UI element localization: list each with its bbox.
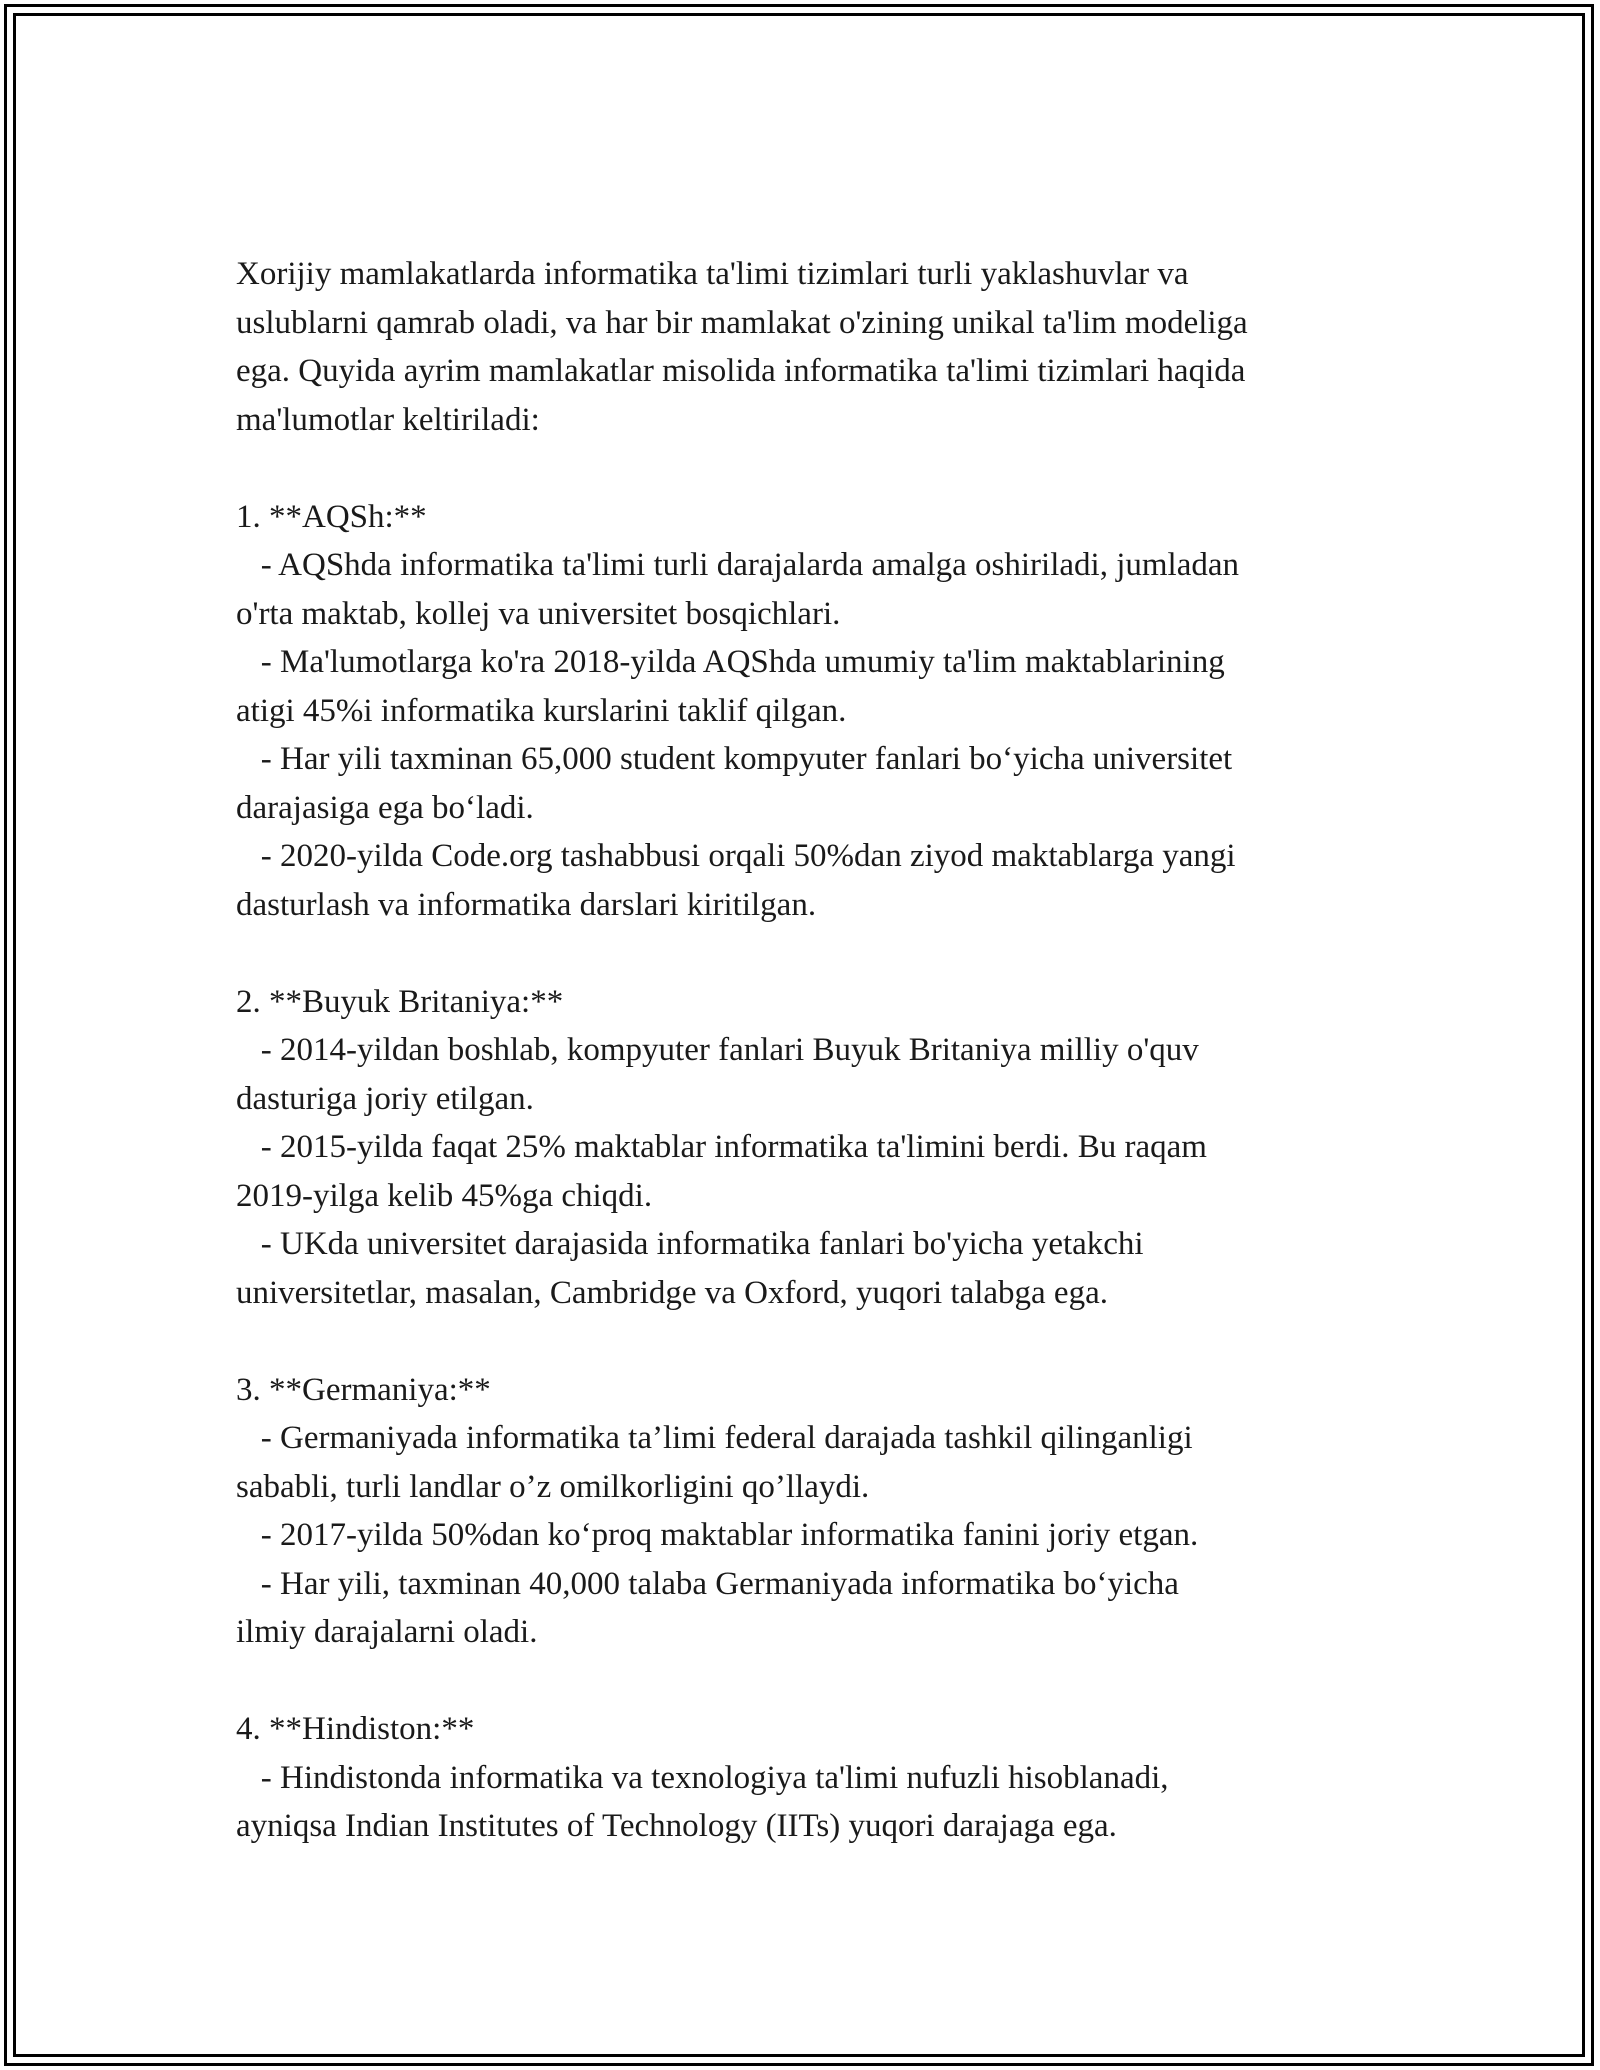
section-line: ilmiy darajalarni oladi. <box>236 1614 538 1650</box>
section-heading: 1. **AQSh:** <box>236 498 427 535</box>
spacer <box>236 1657 1386 1706</box>
section-line: - AQShda informatika ta'limi turli darajalarda amalga oshiriladi, jumladan <box>236 547 1239 583</box>
spacer <box>236 1317 1386 1366</box>
section-line: - Har yili taxminan 65,000 student kompyuter fanlari bo‘yicha universitet <box>236 741 1233 777</box>
section-line: ayniqsa Indian Institutes of Technology (IITs) yuqori darajaga ega. <box>236 1808 1117 1844</box>
section-heading: 3. **Germaniya:** <box>236 1371 491 1408</box>
intro-line: uslublarni qamrab oladi, va har bir mamlakat o'zining unikal ta'lim modeliga <box>236 304 1248 341</box>
section-line: dasturiga joriy etilgan. <box>236 1080 534 1117</box>
intro-line: ega. Quyida ayrim mamlakatlar misolida informatika ta'limi tizimlari haqida <box>236 353 1246 389</box>
section-line: - 2015-yilda faqat 25% maktablar informatika ta'limini berdi. Bu raqam <box>236 1129 1207 1165</box>
section-line: o'rta maktab, kollej va universitet bosqichlari. <box>236 595 841 632</box>
section-line: sababli, turli landlar o’z omilkorligini qo’llaydi. <box>236 1468 870 1505</box>
section-heading: 4. **Hindiston:** <box>236 1711 475 1747</box>
section-line: - Hindistonda informatika va texnologiya ta'limi nufuzli hisoblanadi, <box>236 1759 1169 1796</box>
section-line: - 2014-yildan boshlab, kompyuter fanlari Buyuk Britaniya milliy o'quv <box>236 1032 1199 1068</box>
intro-line: ma'lumotlar keltiriladi: <box>236 401 540 438</box>
section-germany <box>236 1366 1386 1657</box>
section-usa <box>236 493 1386 930</box>
section-heading: 2. **Buyuk Britaniya:** <box>236 983 564 1020</box>
section-line: - 2020-yilda Code.org tashabbusi orqali 50%dan ziyod maktablarga yangi <box>236 838 1236 874</box>
section-line: dasturlash va informatika darslari kiritilgan. <box>236 886 817 923</box>
spacer <box>236 929 1386 978</box>
section-line: 2019-yilga kelib 45%ga chiqdi. <box>236 1177 653 1214</box>
section-line: - 2017-yilda 50%dan ko‘proq maktablar informatika fanini joriy etgan. <box>236 1517 1199 1553</box>
document-body <box>236 250 1386 1851</box>
section-india <box>236 1705 1386 1851</box>
intro-paragraph <box>236 250 1386 444</box>
section-line: universitetlar, masalan, Cambridge va Oxford, yuqori talabga ega. <box>236 1274 1108 1311</box>
section-line: darajasiga ega bo‘ladi. <box>236 789 534 826</box>
section-line: - Har yili, taxminan 40,000 talaba Germaniyada informatika bo‘yicha <box>236 1565 1179 1602</box>
intro-line: Xorijiy mamlakatlarda informatika ta'limi tizimlari turli yaklashuvlar va <box>236 256 1189 292</box>
section-line: - UKda universitet darajasida informatika fanlari bo'yicha yetakchi <box>236 1226 1144 1262</box>
spacer <box>236 444 1386 493</box>
section-line: atigi 45%i informatika kurslarini taklif qilgan. <box>236 692 847 729</box>
section-uk <box>236 978 1386 1318</box>
section-line: - Ma'lumotlarga ko'ra 2018-yilda AQShda umumiy ta'lim maktablarining <box>236 644 1225 680</box>
section-line: - Germaniyada informatika ta’limi federal darajada tashkil qilinganligi <box>236 1420 1193 1456</box>
